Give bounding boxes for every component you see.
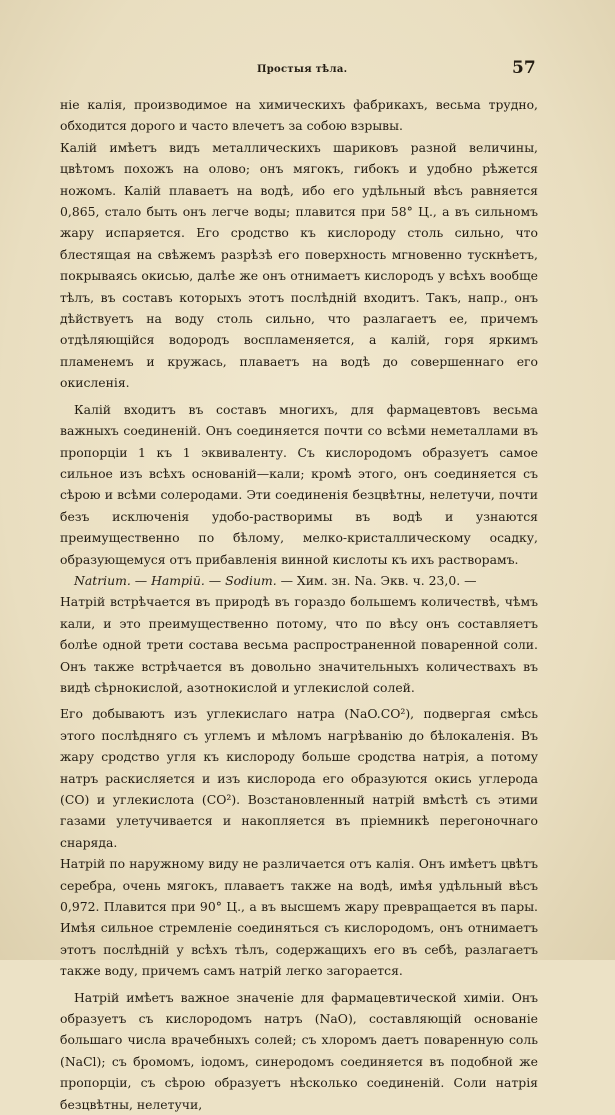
paragraph-potassium-compounds: Калій входитъ въ составъ многихъ, для фармацевтовъ весьма важныхъ соединеній. Онъ соединяется почти со всѣми неметаллами въ пропорціи 1 къ 1 эквиваленту. Съ кислородомъ образуетъ самое сильное изъ всѣхъ основаній—кали; кромѣ этого, онъ соединяется съ сѣрою и всѣми солеродами. Эти соединенія безцвѣтны, нелетучи, почти безъ исключенія удобо-растворимы въ водѣ и узнаются преимущественно по бѣлому, мелко-кристаллическому осадку, образующемуся отъ прибавленія винной кислоты къ ихъ растворамъ. [60, 401, 538, 567]
paragraph-continuation: ніе калія, производимое на химическихъ фабрикахъ, весьма трудно, обходится дорого и часто влечетъ за собою взрывы. [60, 97, 538, 134]
sodium-heading-russian: Натрій. [151, 572, 205, 588]
paragraph-sodium-pharmacy: Натрій имѣетъ важное значеніе для фармацевтической химіи. Онъ образуетъ съ кислородомъ натръ (NaO), составляющій основаніе большаго числа врачебныхъ солей; съ хлоромъ даетъ поваренную соль (NaCl); съ бромомъ, іодомъ, синеродомъ соединяется въ подобной же пропорціи, съ сѣрою образуетъ нѣсколько соединеній. Соли натрія безцвѣтны, нелетучи, [60, 989, 538, 1112]
paragraph-sodium-production: Его добываютъ изъ углекислаго натра (NaO.CO²), подвергая смѣсь этого послѣдняго съ углемъ и мѣломъ нагрѣванію до бѣлокаленія. Въ жару сродство угля къ кислороду больше сродства натрія, а потому натръ раскисляется и изъ кислорода его образуются окись углерода (CO) и углекислота (CO²). Возстановленный натрій вмѣстѣ съ этими газами улетучивается и накопляется въ пріемникѣ перегоночнаго снаряда. [60, 706, 538, 850]
running-head: Простыя тѣла. [257, 64, 348, 75]
sodium-heading [60, 570, 538, 591]
page-header [0, 58, 615, 82]
paragraph-sodium-properties: Натрій по наружному виду не различается отъ калія. Онъ имѣетъ цвѣтъ серебра, очень мягокъ, плаваетъ также на водѣ, имѣя удѣльный вѣсъ 0,972. Плавится при 90° Ц., а въ высшемъ жару превращается въ пары. Имѣя сильное стремленіе соединяться съ кислородомъ, онъ отнимаетъ этотъ послѣдній у всѣхъ тѣлъ, содержащихъ его въ себѣ, разлагаетъ также воду, причемъ самъ натрій легко загорается. [60, 856, 538, 979]
page-number: 57 [512, 58, 536, 78]
sodium-heading-dash: — [134, 572, 148, 588]
paragraph-potassium-properties: Калій имѣетъ видъ металлическихъ шариковъ разной величины, цвѣтомъ похожъ на олово; онъ мягокъ, гибокъ и удобно рѣжется ножомъ. Калій плаваетъ на водѣ, ибо его удѣльный вѣсъ равняется 0,865, стало быть онъ легче воды; плавится при 58° Ц., а въ сильномъ жару испаряется. Его сродство къ кислороду столь сильно, что блестящая на свѣжемъ разрѣзѣ его поверхность мгновенно тускнѣетъ, покрываясь окисью, далѣе же онъ отнимаетъ кислородъ у всѣхъ вообще тѣлъ, въ составъ которыхъ этотъ послѣдній входитъ. Такъ, напр., онъ дѣйствуетъ на воду столь сильно, что разлагаетъ ее, причемъ отдѣляющійся водородъ воспламеняется, а калій, горя яркимъ пламенемъ и кружась, плаваетъ на водѣ до совершеннаго его окисленія. [60, 139, 538, 391]
sodium-heading-latin: Natrium. [74, 572, 131, 588]
sodium-heading-dash: — [208, 572, 222, 588]
body-text [60, 94, 538, 1115]
sodium-heading-formula: — Хим. зн. Na. Экв. ч. 23,0. — [280, 572, 477, 588]
paragraph-sodium-occurrence: Натрій встрѣчается въ природѣ въ гораздо большемъ количествѣ, чѣмъ кали, и это преимущественно потому, что по вѣсу онъ составляетъ болѣе одной трети состава весьма распространенной поваренной соли. Онъ также встрѣчается въ довольно значительныхъ количествахъ въ видѣ сѣрнокислой, азотнокислой и углекислой солей. [60, 594, 538, 695]
sodium-heading-english: Sodium. [225, 572, 277, 588]
